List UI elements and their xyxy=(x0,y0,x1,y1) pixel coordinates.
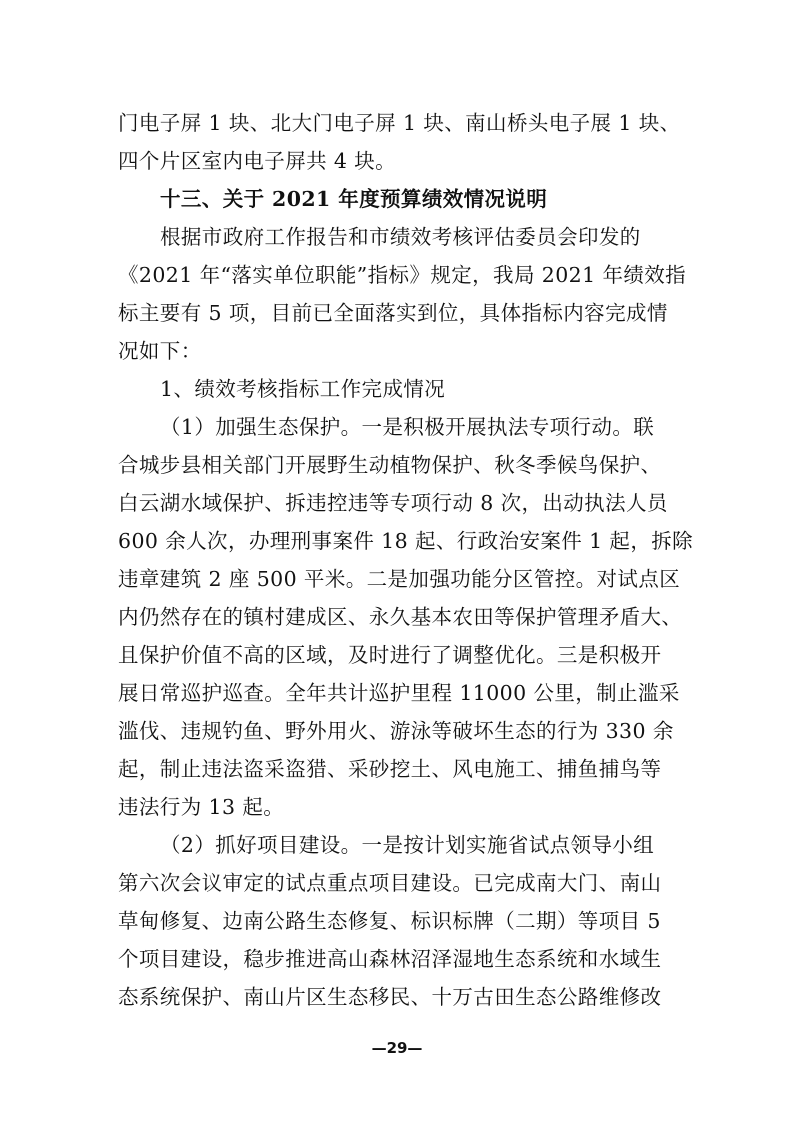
body-text-line: 况如下： xyxy=(118,339,202,363)
body-text-line: 展日常巡护巡查。全年共计巡护里程 11000 公里，制止滥采 xyxy=(118,681,680,705)
body-text-line: 草甸修复、边南公路生态修复、标识标牌（二期）等项目 5 xyxy=(118,909,661,933)
body-text-line: 起，制止违法盗采盗猎、采砂挖土、风电施工、捕鱼捕鸟等 xyxy=(118,757,662,781)
page-number: —29— xyxy=(371,1039,423,1057)
body-text-line: 《2021 年“落实单位职能”指标》规定，我局 2021 年绩效指 xyxy=(118,263,687,287)
body-text-line: 白云湖水域保护、拆违控违等专项行动 8 次，出动执法人员 xyxy=(118,491,668,515)
section-heading: 十三、关于 2021 年度预算绩效情况说明 xyxy=(160,187,548,211)
body-text-line: 内仍然存在的镇村建成区、永久基本农田等保护管理矛盾大、 xyxy=(118,605,683,629)
subsection-heading: 1、绩效考核指标工作完成情况 xyxy=(160,377,446,401)
body-text-line: 违章建筑 2 座 500 平米。二是加强功能分区管控。对试点区 xyxy=(118,567,681,591)
body-text-line: 个项目建设，稳步推进高山森林沼泽湿地生态系统和水域生 xyxy=(118,947,662,971)
body-text-line: 600 余人次，办理刑事案件 18 起、行政治安案件 1 起，拆除 xyxy=(118,529,694,553)
body-text-line: （2）抓好项目建设。一是按计划实施省试点领导小组 xyxy=(160,833,655,857)
body-text-line: 合城步县相关部门开展野生动植物保护、秋冬季候鸟保护、 xyxy=(118,453,662,477)
body-text-line: 四个片区室内电子屏共 4 块。 xyxy=(118,149,397,173)
body-text-line: 滥伐、违规钓鱼、野外用火、游泳等破坏生态的行为 330 余 xyxy=(118,719,674,743)
body-text-line: 态系统保护、南山片区生态移民、十万古田生态公路维修改 xyxy=(118,985,662,1009)
body-text-line: 且保护价值不高的区域，及时进行了调整优化。三是积极开 xyxy=(118,643,662,667)
body-text-line: 违法行为 13 起。 xyxy=(118,795,285,819)
body-text-line: 标主要有 5 项，目前已全面落实到位，具体指标内容完成情 xyxy=(118,301,668,325)
body-text-line: 根据市政府工作报告和市绩效考核评估委员会印发的 xyxy=(160,225,641,249)
body-text-line: 第六次会议审定的试点重点项目建设。已完成南大门、南山 xyxy=(118,871,662,895)
body-text-line: （1）加强生态保护。一是积极开展执法专项行动。联 xyxy=(160,415,655,439)
body-text-line: 门电子屏 1 块、北大门电子屏 1 块、南山桥头电子展 1 块、 xyxy=(118,111,681,135)
